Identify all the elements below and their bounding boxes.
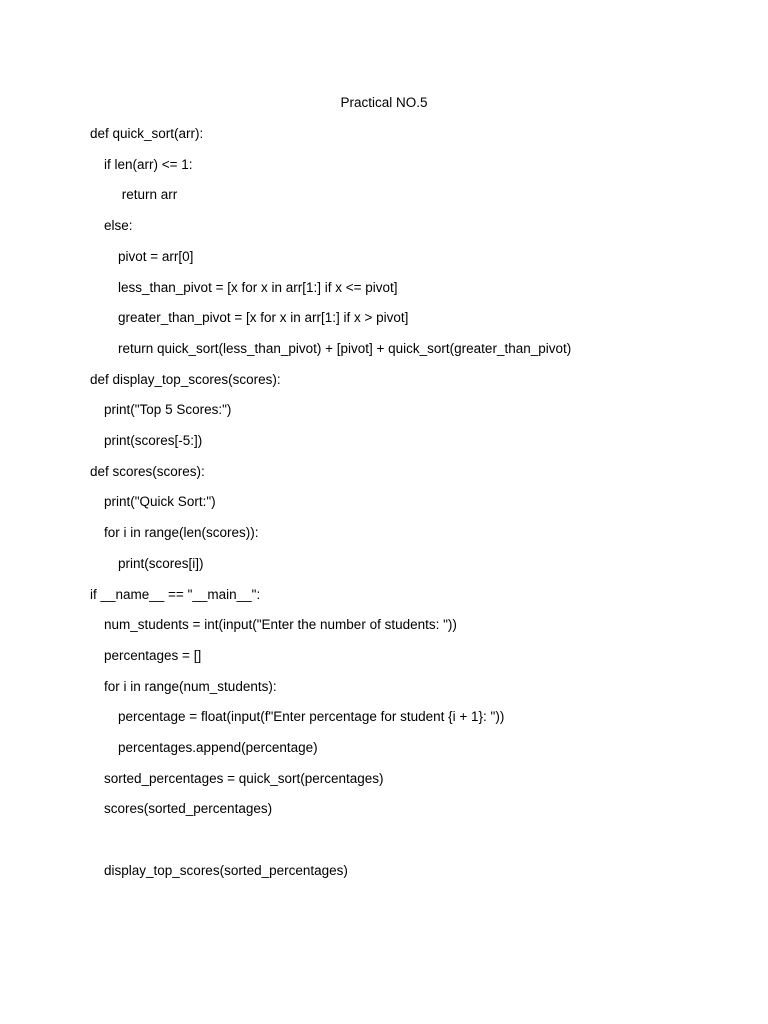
code-line: def display_top_scores(scores): [90, 372, 281, 387]
code-line: percentages.append(percentage) [118, 740, 318, 755]
code-line: greater_than_pivot = [x for x in arr[1:] if x > pivot] [118, 310, 409, 325]
code-line: scores(sorted_percentages) [104, 801, 273, 816]
code-line: num_students = int(input("Enter the number of students: ")) [104, 617, 457, 632]
code-line: def scores(scores): [90, 464, 205, 479]
code-line: for i in range(num_students): [104, 679, 277, 694]
code-line: return arr [118, 187, 178, 202]
code-line: if len(arr) <= 1: [104, 157, 193, 172]
document-title: Practical NO.5 [340, 95, 428, 110]
code-line: display_top_scores(sorted_percentages) [104, 863, 348, 878]
code-line: percentage = float(input(f"Enter percentage for student {i + 1}: ")) [118, 709, 505, 724]
code-line: print("Quick Sort:") [104, 494, 216, 509]
code-line: sorted_percentages = quick_sort(percentages) [104, 771, 384, 786]
code-line: if __name__ == "__main__": [90, 587, 261, 602]
code-line: return quick_sort(less_than_pivot) + [pivot] + quick_sort(greater_than_pivot) [118, 341, 572, 356]
code-line: print("Top 5 Scores:") [104, 402, 232, 417]
code-line: print(scores[-5:]) [104, 433, 203, 448]
code-line: percentages = [] [104, 648, 202, 663]
code-line: for i in range(len(scores)): [104, 525, 259, 540]
code-line: print(scores[i]) [118, 556, 204, 571]
code-line: pivot = arr[0] [118, 249, 194, 264]
code-line: else: [104, 218, 133, 233]
code-line: def quick_sort(arr): [90, 126, 204, 141]
code-line: less_than_pivot = [x for x in arr[1:] if x <= pivot] [118, 280, 398, 295]
